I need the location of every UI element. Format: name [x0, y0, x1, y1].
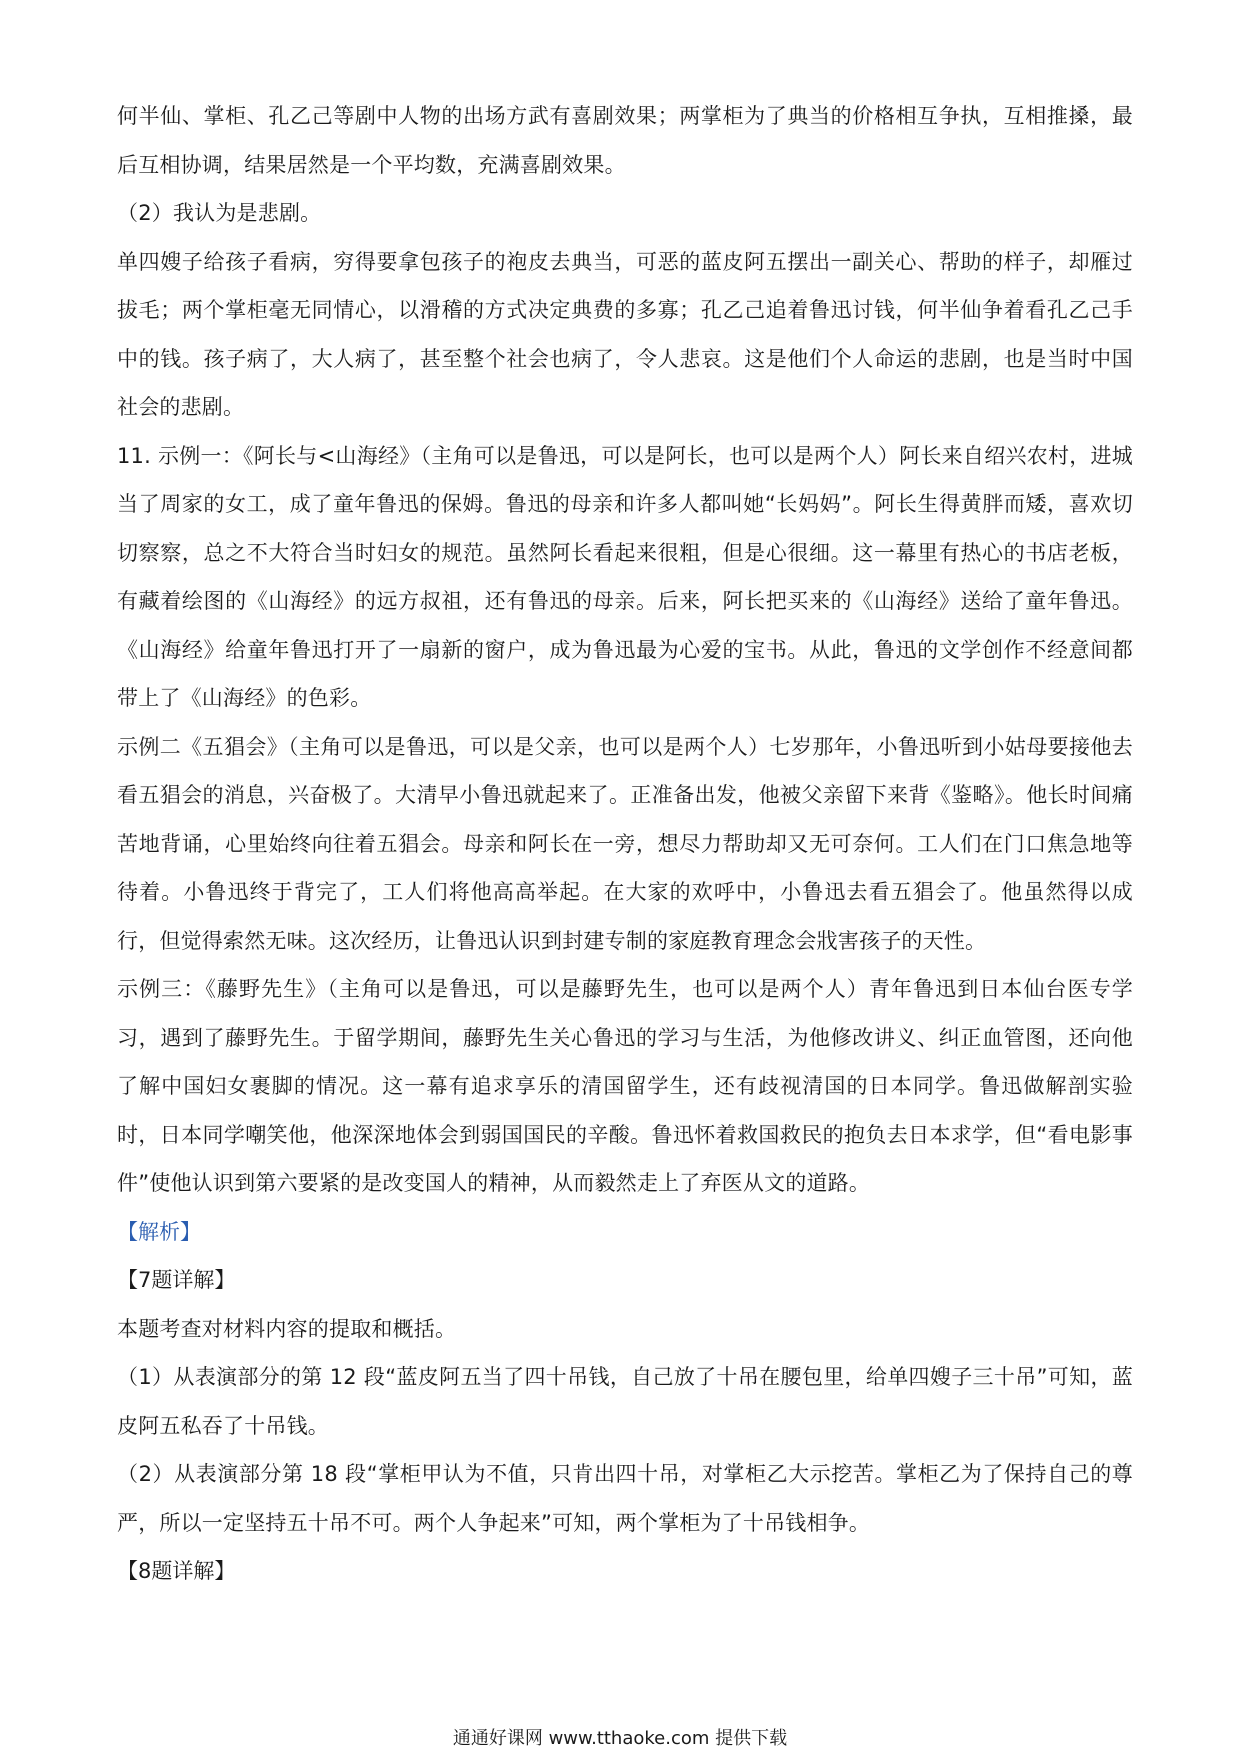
paragraph-example-two: 示例二《五猖会》（主角可以是鲁迅，可以是父亲，也可以是两个人）七岁那年，小鲁迅听到小姑母要接他去看五猖会的消息，兴奋极了。大清早小鲁迅就起来了。正准备出发，他被父亲留下来背《鉴略》。他长时间痛苦地背诵，心里始终向往着五猖会。母亲和阿长在一旁，想尽力帮助却又无可奈何。工人们在门口焦急地等待着。小鲁迅终于背完了，工人们将他高高举起。在大家的欢呼中，小鲁迅去看五猖会了。他虽然得以成行，但觉得索然无味。这次经历，让鲁迅认识到封建专制的家庭教育理念会戕害孩子的天性。 [117, 734, 1133, 953]
q8-heading: 【8题详解】 [117, 1559, 236, 1583]
page-footer: 通通好课网 www.tthaoke.com 提供下载 [452, 1728, 788, 1749]
paragraph-comedy-effect: 何半仙、掌柜、孔乙己等剧中人物的出场方武有喜剧效果；两掌柜为了典当的价格相互争执，互相推搡，最后互相协调，结果居然是一个平均数，充满喜剧效果。 [117, 104, 1133, 177]
analysis-heading: 【解析】 [117, 1219, 201, 1244]
paragraph-tragedy-claim: （2）我认为是悲剧。 [117, 201, 322, 225]
paragraph-tragedy-reason: 单四嫂子给孩子看病，穷得要拿包孩子的袍皮去典当，可恶的蓝皮阿五摆出一副关心、帮助的样子，却雁过拔毛；两个掌柜毫无同情心，以滑稽的方式决定典费的多寡；孔乙己追着鲁迅讨钱，何半仙争着看孔乙己手中的钱。孩子病了，大人病了，甚至整个社会也病了，令人悲哀。这是他们个人命运的悲剧，也是当时中国社会的悲剧。 [117, 249, 1133, 419]
paragraph-example-three: 示例三：《藤野先生》（主角可以是鲁迅，可以是藤野先生，也可以是两个人）青年鲁迅到日本仙台医专学习，遇到了藤野先生。于留学期间，藤野先生关心鲁迅的学习与生活，为他修改讲义、纠正血管图，还向他了解中国妇女裹脚的情况。这一幕有追求享乐的清国留学生，还有歧视清国的日本同学。鲁迅做解剖实验时，日本同学嘲笑他，他深深地体会到弱国国民的辛酸。鲁迅怀着救国救民的抱负去日本求学，但“看电影事件”使他认识到第六要紧的是改变国人的精神，从而毅然走上了弃医从文的道路。 [117, 977, 1133, 1195]
paragraph-example-one: 11. 示例一：《阿长与<山海经》（主角可以是鲁迅，可以是阿长，也可以是两个人）阿长来自绍兴农村，进城当了周家的女工，成了童年鲁迅的保姆。鲁迅的母亲和许多人都叫她“长妈妈”。阿长生得黄胖而矮，喜欢切切察察，总之不大符合当时妇女的规范。虽然阿长看起来很粗，但是心很细。这一幕里有热心的书店老板，有藏着绘图的《山海经》的远方叔祖，还有鲁迅的母亲。后来，阿长把买来的《山海经》送给了童年鲁迅。《山海经》给童年鲁迅打开了一扇新的窗户，成为鲁迅最为心爱的宝书。从此，鲁迅的文学创作不经意间都带上了《山海经》的色彩。 [117, 443, 1133, 710]
q7-paragraph-part2: （2）从表演部分第 18 段“掌柜甲认为不值，只肯出四十吊，对掌柜乙大示挖苦。掌柜乙为了保持自己的尊严，所以一定坚持五十吊不可。两个人争起来”可知，两个掌柜为了十吊钱相争。 [117, 1462, 1133, 1535]
q7-paragraph-part1: （1）从表演部分的第 12 段“蓝皮阿五当了四十吊钱，自己放了十吊在腰包里，给单四嫂子三十吊”可知，蓝皮阿五私吞了十吊钱。 [117, 1365, 1133, 1438]
document-body [117, 92, 1133, 1596]
q7-heading: 【7题详解】 [117, 1268, 236, 1292]
q7-paragraph-intro: 本题考查对材料内容的提取和概括。 [117, 1316, 457, 1341]
